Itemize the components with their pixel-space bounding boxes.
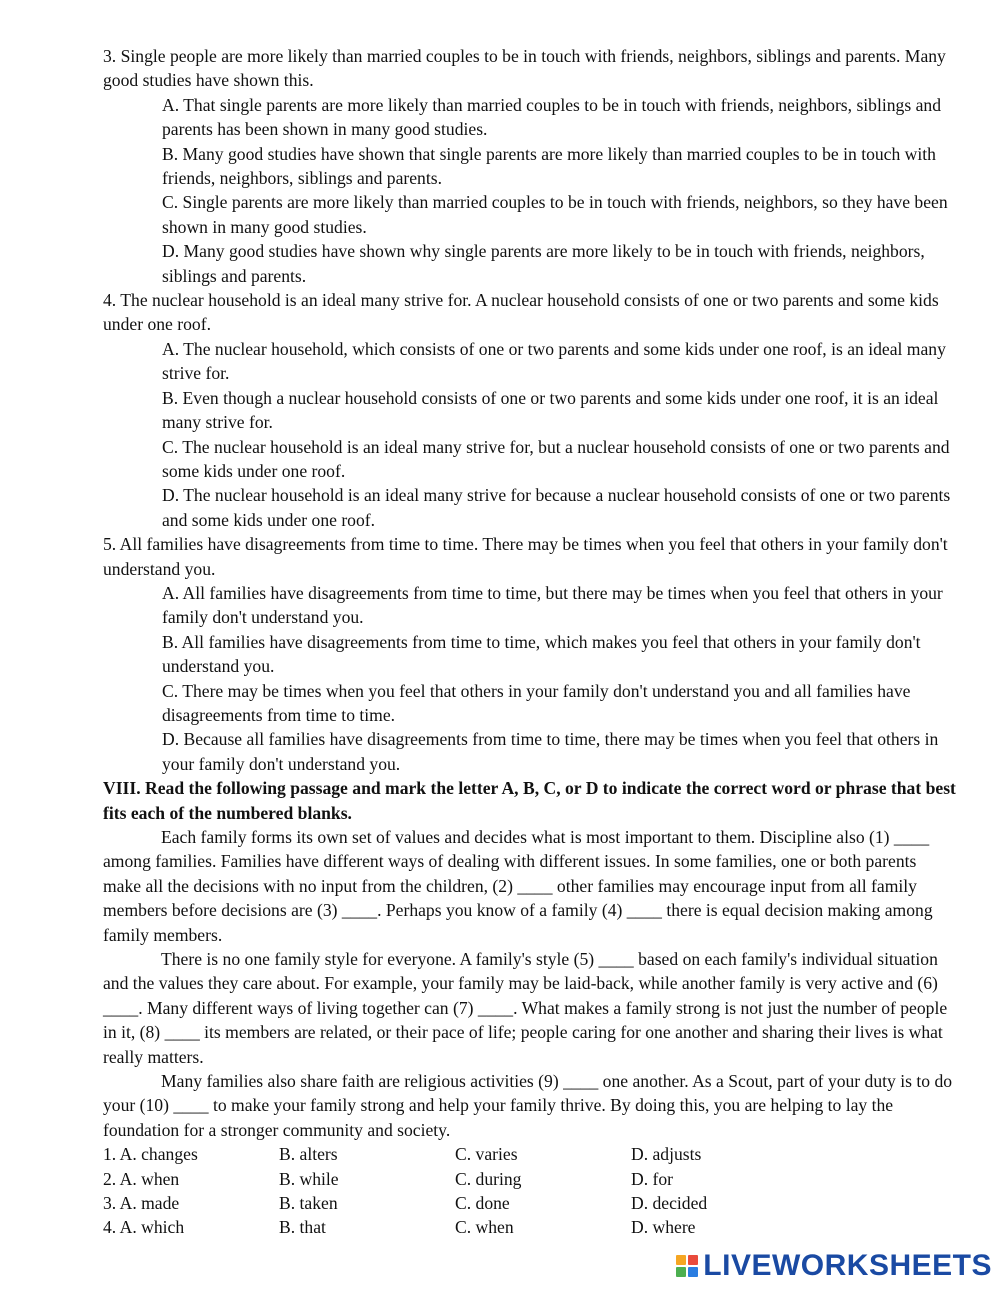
question-option[interactable]: A. All families have disagreements from time to time, but there may be times when you feel that others in your family don't understand you. xyxy=(162,582,943,628)
answer-row xyxy=(103,1142,958,1166)
answer-choices-table xyxy=(103,1142,958,1240)
passage-paragraph: Each family forms its own set of values and decides what is most important to them. Discipline also (1) ____ among families. Families have different ways of dealing with different issues. In some families, one or both parents make all the decisions with no input from the children, (2) ____ other families may encourage input from all family members before decisions are (3) ____. Perhaps you know of a family (4) ____ there is equal decision making among family members. xyxy=(103,827,933,945)
answer-row xyxy=(103,1215,958,1239)
passage-paragraph: There is no one family style for everyone. A family's style (5) ____ based on each family's individual situation and the values they care about. For example, your family may be laid-back, while another family is very active and (6) ____. Many different ways of living together can (7) ____. What makes a family strong is not just the number of people in it, (8) ____ its members are related, or their pace of life; people caring for one another and sharing their lives is what really matters. xyxy=(103,949,948,1067)
question-option[interactable]: D. The nuclear household is an ideal many strive for because a nuclear household consists of one or two parents and some kids under one roof. xyxy=(162,485,951,530)
answer-choice[interactable]: 1. A. changes xyxy=(103,1144,198,1165)
question-stem: 5. All families have disagreements from time to time. There may be times when you feel that others in your family don't understand you. xyxy=(103,534,948,579)
question-option[interactable]: D. Because all families have disagreements from time to time, there may be times when you feel that others in your family don't understand you. xyxy=(162,729,939,774)
liveworksheets-logo-text: LIVEWORKSHEETS xyxy=(703,1249,992,1282)
question-option[interactable]: A. That single parents are more likely than married couples to be in touch with friends, neighbors, siblings and parents has been shown in many good studies. xyxy=(162,94,941,140)
answer-choice[interactable]: B. while xyxy=(279,1168,339,1189)
answer-choice[interactable]: D. decided xyxy=(631,1193,708,1214)
question-option[interactable]: A. The nuclear household, which consists of one or two parents and some kids under one roof, is an ideal many strive for. xyxy=(162,338,946,384)
answer-choice[interactable]: 3. A. made xyxy=(103,1193,180,1214)
question-option[interactable]: B. All families have disagreements from time to time, which makes you feel that others in your family don't understand you. xyxy=(162,631,921,677)
worksheet-page xyxy=(103,44,958,1240)
question-option[interactable]: C. The nuclear household is an ideal many strive for, but a nuclear household consists of one or two parents and some kids under one roof. xyxy=(162,436,950,481)
question-option[interactable]: B. Many good studies have shown that single parents are more likely than married couples to be in touch with friends, neighbors, siblings and parents. xyxy=(162,143,936,189)
question-stem: 3. Single people are more likely than married couples to be in touch with friends, neighbors, siblings and parents. Many good studies have shown this. xyxy=(103,46,946,91)
passage-paragraph: Many families also share faith are religious activities (9) ____ one another. As a Scout, part of your duty is to do your (10) ____ to make your family strong and help your family thrive. By doing this, you are helping to lay the foundation for a stronger community and society. xyxy=(103,1071,953,1140)
answer-choice[interactable]: D. for xyxy=(631,1168,674,1189)
answer-choice[interactable]: 2. A. when xyxy=(103,1168,180,1189)
answer-choice[interactable]: C. done xyxy=(455,1193,510,1214)
question-option[interactable]: B. Even though a nuclear household consists of one or two parents and some kids under one roof, it is an ideal many strive for. xyxy=(162,387,939,433)
question-option[interactable]: C. Single parents are more likely than married couples to be in touch with friends, neighbors, so they have been shown in many good studies. xyxy=(162,192,948,237)
answer-choice[interactable]: C. varies xyxy=(455,1144,518,1165)
answer-choice[interactable]: D. where xyxy=(631,1217,696,1238)
question-option[interactable]: C. There may be times when you feel that others in your family don't understand you and all families have disagreements from time to time. xyxy=(162,680,911,725)
answer-row xyxy=(103,1191,958,1215)
answer-choice[interactable]: C. when xyxy=(455,1217,514,1238)
answer-choice[interactable]: B. taken xyxy=(279,1193,338,1214)
answer-choice[interactable]: B. alters xyxy=(279,1144,338,1165)
question-stem: 4. The nuclear household is an ideal many strive for. A nuclear household consists of one or two parents and some kids under one roof. xyxy=(103,290,939,335)
answer-row xyxy=(103,1167,958,1191)
question-list xyxy=(103,44,958,776)
answer-choice[interactable]: D. adjusts xyxy=(631,1144,702,1165)
question-option[interactable]: D. Many good studies have shown why single parents are more likely to be in touch with friends, neighbors, siblings and parents. xyxy=(162,241,925,286)
reading-passage xyxy=(103,825,958,1142)
answer-choice[interactable]: B. that xyxy=(279,1217,326,1238)
answer-choice[interactable]: C. during xyxy=(455,1168,522,1189)
liveworksheets-footer xyxy=(676,1251,992,1281)
section-heading: VIII. Read the following passage and mark the letter A, B, C, or D to indicate the correct word or phrase that best fits each of the numbered blanks. xyxy=(103,778,956,823)
answer-choice[interactable]: 4. A. which xyxy=(103,1217,185,1238)
liveworksheets-logo-icon xyxy=(676,1255,698,1277)
